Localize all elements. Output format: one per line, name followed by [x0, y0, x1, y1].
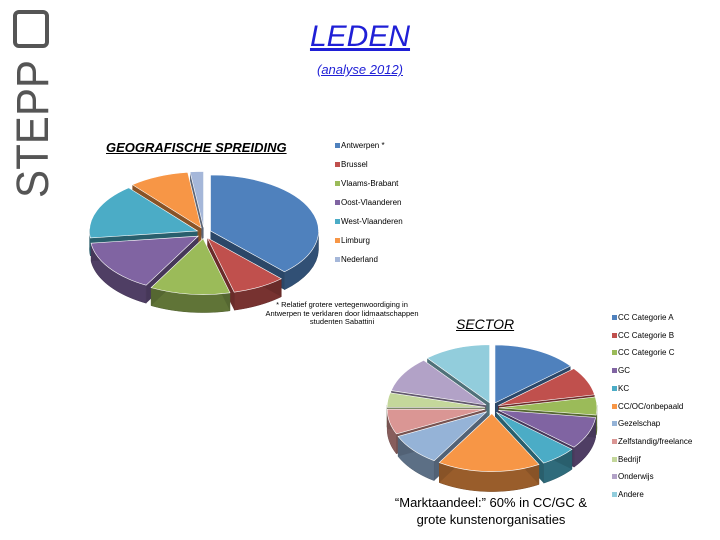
legend-item	[612, 456, 641, 464]
legend-item	[612, 349, 674, 357]
legend-swatch	[612, 315, 617, 320]
legend-swatch	[612, 439, 617, 444]
legend-swatch	[335, 200, 340, 205]
page-title: LEDEN	[309, 20, 411, 53]
legend-item	[612, 438, 692, 446]
legend-label: Onderwijs	[618, 472, 654, 482]
footnote: * Relatief grotere vertegenwoordiging in Antwerpen te verklaren door lidmaatschappen studenten Sabattini	[265, 300, 419, 326]
legend-label: CC Categorie A	[618, 313, 674, 322]
legend-swatch	[335, 181, 340, 186]
legend-item	[335, 180, 398, 188]
legend-swatch	[612, 333, 617, 338]
geo-chart-title: GEOGRAFISCHE SPREIDING	[106, 140, 287, 155]
legend-label: Bedrijf	[618, 454, 641, 464]
legend-swatch	[335, 238, 340, 243]
legend-swatch	[612, 457, 617, 462]
sector-chart-title: SECTOR	[456, 316, 515, 332]
legend-item	[612, 332, 674, 340]
legend-item	[612, 314, 674, 322]
legend-item	[335, 142, 385, 150]
legend-item	[335, 161, 368, 169]
market-share-caption: “Marktaandeel:” 60% in CC/GC & grote kunstenorganisaties	[394, 495, 588, 527]
legend-item	[612, 491, 644, 499]
geo-pie	[89, 171, 318, 312]
legend-swatch	[612, 350, 617, 355]
legend-item	[612, 420, 660, 428]
legend-label: Gezelschap	[618, 419, 661, 429]
legend-item	[335, 256, 378, 264]
legend-item	[612, 403, 683, 411]
legend-swatch	[335, 219, 340, 224]
legend-item	[335, 199, 401, 207]
legend-label: CC Categorie C	[618, 348, 675, 358]
logo-text: STEPP	[7, 50, 58, 198]
page-subtitle: (analyse 2012)	[317, 62, 403, 77]
legend-label: Nederland	[341, 255, 378, 264]
legend-label: Zelfstandig/freelance	[618, 436, 693, 446]
legend-label: Andere	[618, 490, 644, 499]
legend-swatch	[335, 257, 340, 262]
legend-item	[612, 385, 629, 393]
legend-label: Oost-Vlaanderen	[341, 198, 402, 207]
legend-item	[612, 473, 654, 481]
legend-item	[335, 218, 403, 226]
legend-swatch	[612, 404, 617, 409]
legend-swatch	[335, 143, 340, 148]
sector-pie	[387, 345, 597, 492]
legend-label: West-Vlaanderen	[341, 217, 403, 226]
legend-item	[335, 237, 370, 245]
legend-label: CC Categorie B	[618, 330, 675, 340]
legend-label: CC/OC/onbepaald	[618, 401, 684, 411]
legend-label: Limburg	[341, 236, 370, 245]
legend-swatch	[612, 474, 617, 479]
legend-label: KC	[618, 383, 630, 393]
legend-label: Vlaams-Brabant	[341, 179, 399, 188]
legend-swatch	[612, 492, 617, 497]
legend-item	[612, 367, 630, 375]
legend-swatch	[335, 162, 340, 167]
legend-label: GC	[618, 366, 630, 376]
legend-swatch	[612, 386, 617, 391]
legend-swatch	[612, 368, 617, 373]
legend-swatch	[612, 421, 617, 426]
legend-label: Brussel	[341, 160, 368, 169]
legend-label: Antwerpen *	[341, 141, 385, 150]
